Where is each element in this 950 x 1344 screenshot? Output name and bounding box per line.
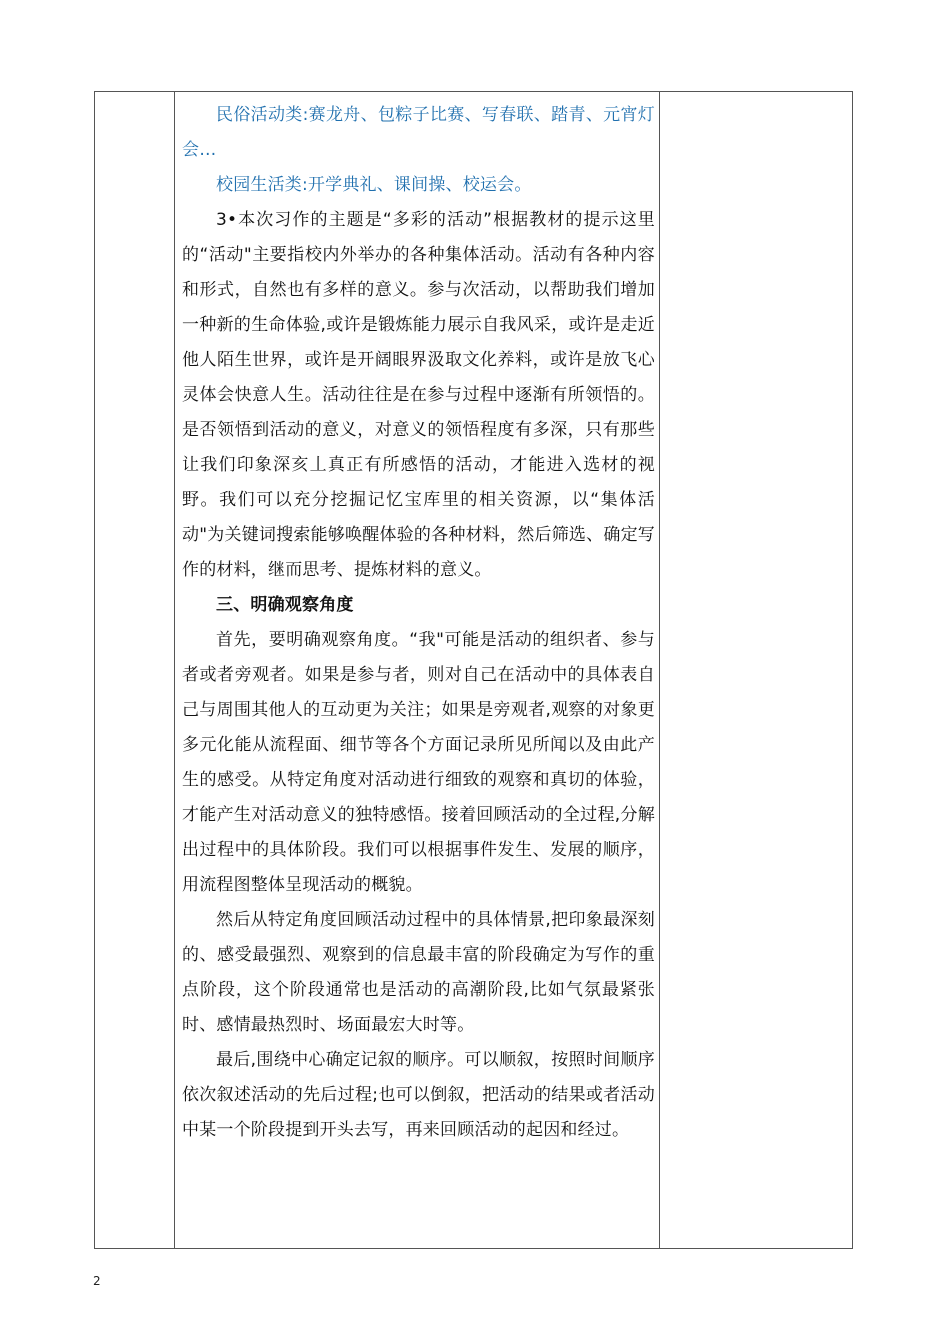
table-content-cell (175, 92, 661, 1248)
observation-paragraph: 首先，要明确观察角度。“我"可能是活动的组织者、参与者或者旁观者。如果是参与者，则对自己在活动中的具体表自己与周围其他人的互动更为关注；如果是旁观者,观察的对象更多元化能从流程面、细节等各个方面记录所见所闻以及由此产生的感受。从特定角度对活动进行细致的观察和真切的体验，才能产生对活动意义的独特感悟。接着回顾活动的全过程,分解出过程中的具体阶段。我们可以根据事件发生、发展的顺序，用流程图整体呈现活动的概貌。 (182, 630, 655, 895)
lesson-table (94, 91, 853, 1249)
page-number: 2 (93, 1274, 101, 1288)
folk-activities-paragraph: 民俗活动类:赛龙舟、包粽子比赛、写春联、踏青、元宵灯会… (182, 105, 655, 160)
table-left-cell (95, 92, 175, 1248)
table-right-cell (659, 92, 852, 1248)
section-heading: 三、明确观察角度 (216, 595, 354, 615)
theme-paragraph: 3•本次习作的主题是“多彩的活动”根据教材的提示这里的“活动"主要指校内外举办的各种集体活动。活动有各种内容和形式，自然也有多样的意义。参与次活动，以帮助我们增加一种新的生命体验,或许是锻炼能力展示自我风采，或许是走近他人陌生世界，或许是开阔眼界汲取文化养料，或许是放飞心灵体会快意人生。活动往往是在参与过程中逐渐有所领悟的。是否领悟到活动的意义，对意义的领悟程度有多深，只有那些让我们印象深亥丄真正有所感悟的活动，才能进入选材的视野。我们可以充分挖掘记忆宝库里的相关资源，以“集体活动"为关键词搜索能够唤醒体验的各种材料，然后筛选、确定写作的材料，继而思考、提炼材料的意义。 (182, 210, 655, 580)
order-paragraph: 最后,围绕中心确定记叙的顺序。可以顺叙，按照时间顺序依次叙述活动的先后过程;也可以倒叙，把活动的结果或者活动中某一个阶段提到开头去写，再来回顾活动的起因和经过。 (182, 1050, 655, 1140)
campus-activities-paragraph: 校园生活类:开学典礼、课间操、校运会。 (216, 175, 532, 195)
scene-paragraph: 然后从特定角度回顾活动过程中的具体情景,把印象最深刻的、感受最强烈、观察到的信息最丰富的阶段确定为写作的重点阶段，这个阶段通常也是活动的高潮阶段,比如气氛最紧张时、感情最热烈时、场面最宏大时等。 (182, 910, 655, 1035)
